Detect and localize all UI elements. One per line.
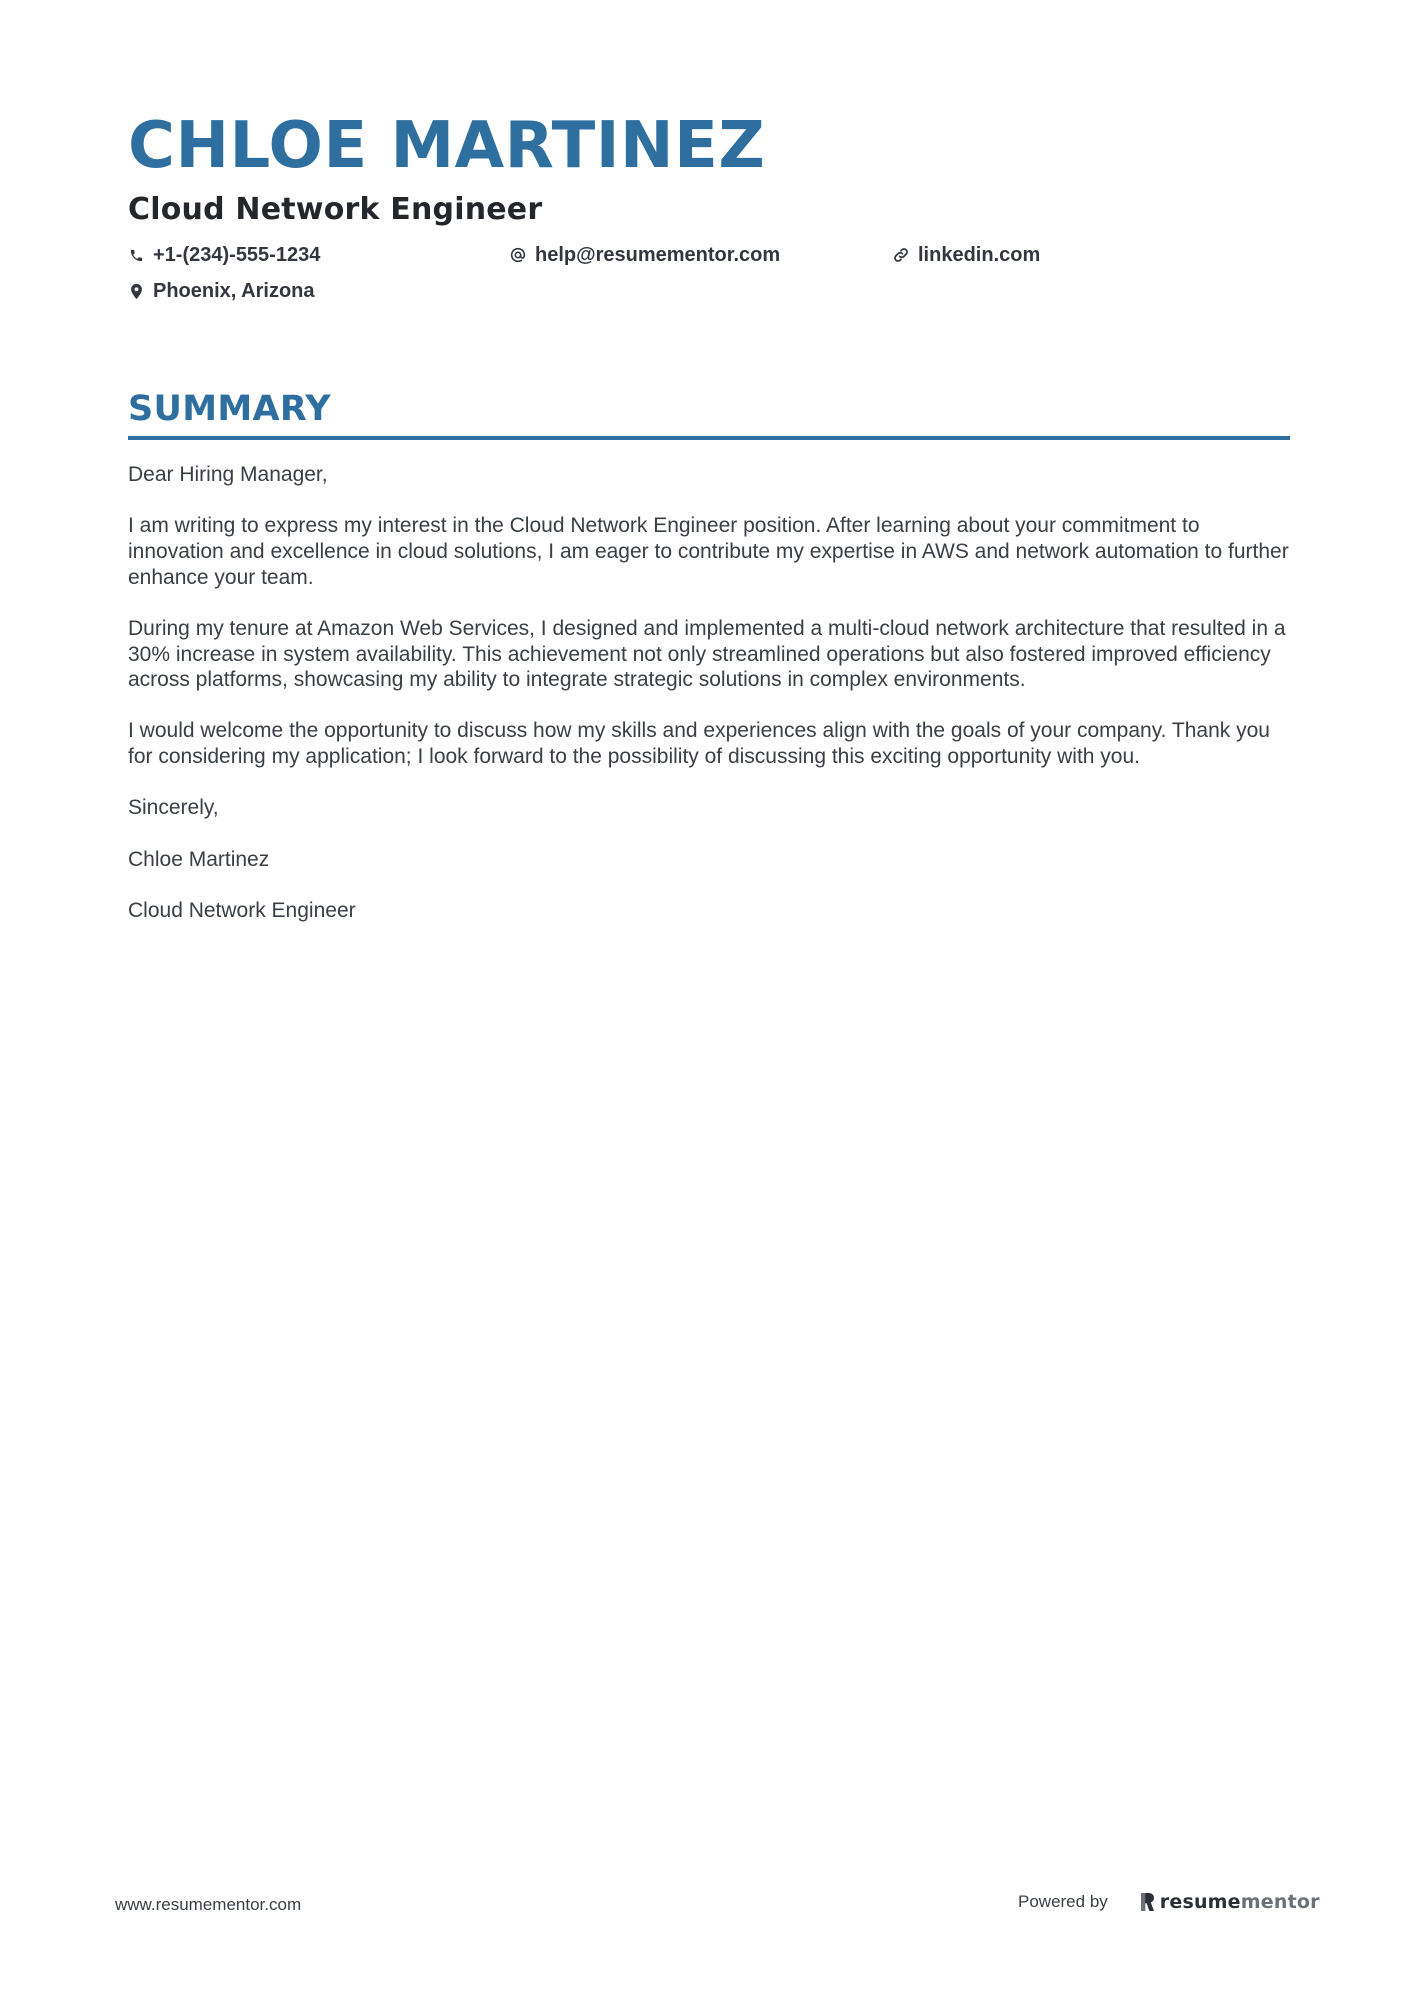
linkedin-text: linkedin.com <box>918 244 1041 266</box>
section-divider <box>128 436 1290 440</box>
resumementor-logo-icon <box>1138 1891 1156 1913</box>
at-icon <box>510 246 526 264</box>
location-text: Phoenix, Arizona <box>153 280 315 302</box>
contact-info <box>128 238 1288 314</box>
signature-name: Chloe Martinez <box>128 847 270 871</box>
closing: Sincerely, <box>128 796 219 820</box>
phone-icon <box>128 246 144 264</box>
powered-by-label: Powered by <box>1018 1892 1108 1911</box>
footer-website[interactable]: www.resumementor.com <box>115 1895 302 1914</box>
brand-name-bold: resume <box>1159 1891 1241 1913</box>
summary-section <box>128 386 1290 949</box>
letter-paragraph: I am writing to express my interest in the Cloud Network Engineer position. After learning about your commitment to innovation and excellence in cloud solutions, I am eager to contribute my expertise in AWS and network automation to further enhance your team. <box>128 514 1289 589</box>
letter-paragraph: During my tenure at Amazon Web Services, I designed and implemented a multi-cloud network architecture that resulted in a 30% increase in system availability. This achievement not only streamlined operations but also fostered improved efficiency across platforms, showcasing my ability to integrate strategic solutions in complex environments. <box>128 616 1286 692</box>
contact-email[interactable] <box>510 242 780 268</box>
candidate-name: CHLOE MARTINEZ <box>128 109 766 183</box>
salutation: Dear Hiring Manager, <box>128 463 328 486</box>
letter-body <box>128 462 1290 923</box>
contact-phone[interactable] <box>128 242 320 268</box>
letter-paragraph: I would welcome the opportunity to discuss how my skills and experiences align with the goals of your company. Thank you for considering my application; I look forward to the possibility of discussing this exciting opportunity with you. <box>128 719 1270 769</box>
job-title: Cloud Network Engineer <box>128 192 543 227</box>
header <box>128 108 1288 314</box>
resumementor-logo[interactable] <box>1138 1891 1320 1913</box>
section-title-summary: SUMMARY <box>128 389 331 429</box>
contact-linkedin[interactable] <box>893 242 1040 268</box>
phone-text: +1-(234)-555-1234 <box>153 244 321 266</box>
brand-name-light: mentor <box>1240 1891 1320 1913</box>
email-text: help@resumementor.com <box>535 244 781 266</box>
footer-branding <box>1018 1891 1320 1913</box>
contact-location <box>128 278 315 304</box>
signature-title: Cloud Network Engineer <box>128 898 356 922</box>
link-icon <box>893 246 909 264</box>
map-pin-icon <box>128 282 144 300</box>
